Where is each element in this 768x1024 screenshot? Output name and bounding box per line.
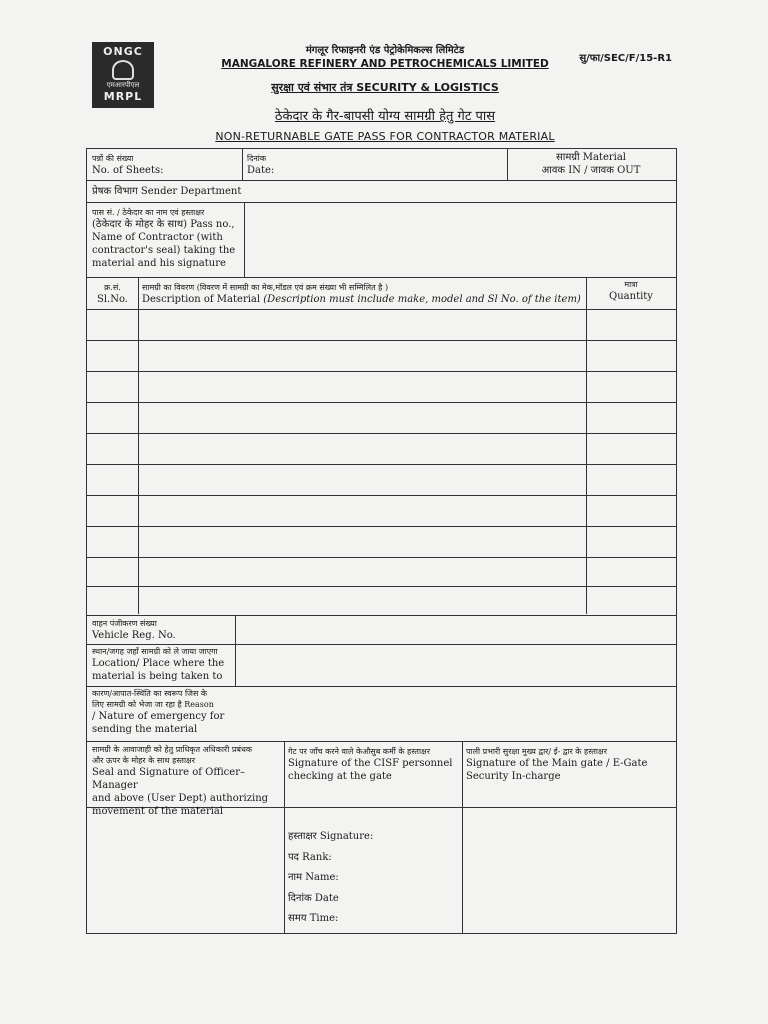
time-line: समय Time:: [288, 913, 339, 924]
contractor-pass-field: पास सं. / ठेकेदार का नाम एवं हस्ताक्षर (ठेकेदार के मोहर के साथ) Pass no., Name of Contractor (with contractor's seal) taking the material and his signature: [92, 208, 236, 269]
signature-line: हस्ताक्षर Signature:: [288, 831, 374, 842]
company-name: MANGALORE REFINERY AND PETROCHEMICALS LIMITED: [221, 58, 549, 70]
form-title-hindi: ठेकेदार के गैर-बापसी योग्य सामग्री हेतु गेट पास: [274, 109, 496, 124]
signature-details: [288, 827, 460, 930]
officer-signature-field: सामग्री के आवाजाही को हेतु प्राधिकृत अधिकारी प्रबंधक और ऊपर के मोहर के साथ हस्ताक्षर Seal and Signature of Officer–Manager and above (User Dept) authorizing movement of the material: [92, 745, 269, 817]
cisf-signature-field: गेट पर जाँच करने वाले केऔसुब कर्मी के हस्ताक्षर Signature of the CISF personnel checking at the gate: [288, 747, 453, 782]
ongc-mrpl-logo: ONGC एमआरपीएल MRPL: [92, 42, 154, 108]
form-code: सु/फा/SEC/F/15-R1: [579, 53, 672, 64]
material-inout-field: सामग्री Material आवक IN / जावक OUT: [541, 152, 641, 176]
description-header: सामग्री का विवरण (विवरण में सामग्री का मेक,मॉडल एवं क्रम संख्या भी सम्मिलित है ) Description of Material (Description must include make, model and Sl No. of the item): [142, 283, 581, 305]
logo-emblem-icon: [112, 60, 134, 80]
location-field: स्थान/जगह जहाँ सामग्री को ले जाया जाएगा Location/ Place where the material is being taken to: [92, 647, 225, 682]
sender-department-field: प्रेषक विभाग Sender Department: [92, 186, 242, 197]
department-title: सुरक्षा एवं संभार तंत्र SECURITY & LOGISTICS: [271, 81, 499, 94]
date-field: दिनांक Date:: [247, 154, 275, 176]
main-gate-signature-field: पाली प्रभारी सुरक्षा मुख्य द्वार/ ई- द्वार के हस्ताक्षर Signature of the Main gate / E-Gate Security In-charge: [466, 747, 648, 782]
company-name-hindi: मंगलूर रिफाइनरी एंड पेट्रोकेमिकल्स लिमिटेड: [305, 45, 465, 56]
quantity-header: मात्रा Quantity: [609, 280, 653, 302]
date-line: दिनांक Date: [288, 892, 339, 904]
form-title: NON-RETURNABLE GATE PASS FOR CONTRACTOR MATERIAL: [215, 130, 555, 143]
vehicle-reg-field: वाहन पंजीकरण संख्या Vehicle Reg. No.: [92, 619, 176, 641]
gate-pass-form: [86, 148, 677, 934]
sheets-field: पन्नों की संख्या No. of Sheets:: [92, 154, 164, 176]
reason-field: कारण/आपात-स्थिति का स्वरूप जिस के लिए सामग्री को भेजा जा रहा है Reason / Nature of emergency for sending the material: [92, 689, 225, 735]
slno-header: क्र.सं. Sl.No.: [96, 283, 128, 305]
name-line: नाम Name:: [288, 872, 339, 883]
rank-line: पद Rank:: [288, 851, 332, 863]
